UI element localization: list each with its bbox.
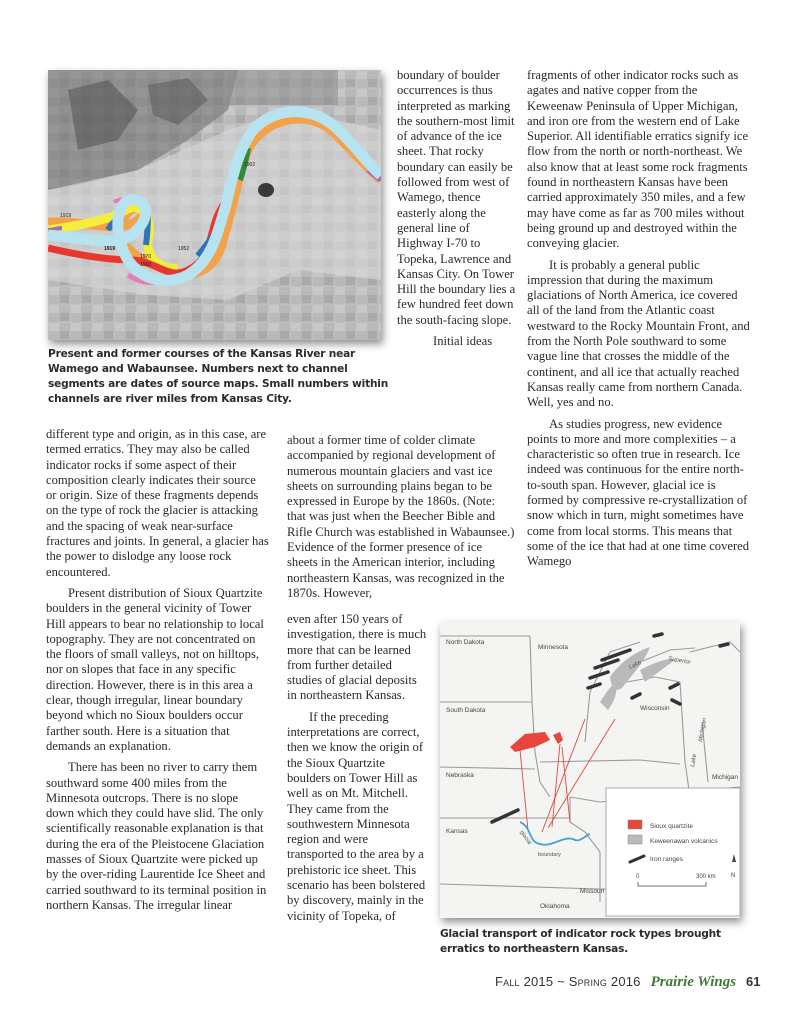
legend-label-sioux-quartzite: Sioux quartzite bbox=[650, 823, 693, 830]
paragraph: about a former time of colder climate accompanied by regional development of numerous mountain glaciers and vast ice sheets on surrounding plains began to be expressed in Europe by the 1860s. (Note: that was just when the Beecher Bible and Rifle Church was established in Wabaunsee.) Evidence of the former presence of ice sheets in the American interior, including northeastern Kansas, was recognized in the 1870s. However, bbox=[287, 433, 515, 600]
legend-label-iron-ranges: Iron ranges bbox=[650, 856, 683, 863]
legend-label-keweenawan-volcanics: Keweenawan volcanics bbox=[650, 838, 718, 845]
lake-label-michigan: Michigan bbox=[698, 717, 709, 743]
state-label-kansas: Kansas bbox=[446, 828, 468, 835]
state-label-missouri: Missouri bbox=[580, 888, 605, 895]
column2-top-text bbox=[397, 68, 517, 355]
column2-mid-text bbox=[287, 433, 515, 607]
figure1-caption: Present and former courses of the Kansas River near Wamego and Wabaunsee. Numbers next to channel segments are dates of source maps. Small numbers within channels are river miles from Kansas City. bbox=[48, 348, 389, 405]
state-label-oklahoma: Oklahoma bbox=[540, 903, 570, 910]
paragraph: boundary of boulder occurrences is thus interpreted as marking the southern-most limit of advance of the ice sheet. That rocky boundary can easily be followed from west of Wamego, thence easterly along the general line of Highway I-70 to Topeka, Lawrence and Kansas City. On Tower Hill the boundary lies a few hundred feet down the south-facing slope. bbox=[397, 68, 516, 327]
paragraph: even after 150 years of investigation, there is much more that can be learned from further detailed studies of glacial deposits in northeastern Kansas. bbox=[287, 612, 427, 703]
page-number: 61 bbox=[746, 974, 761, 989]
paragraph: fragments of other indicator rocks such as agates and native copper from the Keweenaw Peninsula of Upper Michigan, and iron ore from the western end of Lake Superior. All identifiable erratics signify ice flow from the north or north-northeast. We also know that at least some rock fragments found in northeastern Kansas have been carried approximately 350 miles, and a few may have come as far as 700 miles without being ground up and destroyed within the conveying glacier. bbox=[527, 68, 749, 251]
map-label-1960: 1960 bbox=[140, 262, 152, 268]
paragraph: Present distribution of Sioux Quartzite boulders in the general vicinity of Tower Hill appears to bear no relationship to local topography. They are not concentrated on the floors of small valleys, not on hilltops, nor on slopes that face in any specific direction. However, there is in this area a clear, though irregular, linear boundary beyond which no Sioux boulders occur farther south. Here is a situation that demands an explanation. bbox=[46, 585, 264, 753]
boundary-label-glacial: glacial bbox=[518, 829, 533, 846]
river-map-figure bbox=[48, 70, 381, 340]
paragraph: It is probably a general public impression that during the maximum glaciations of North America, ice covered all of the land from the Atlantic coast westward to the Rocky Mountain Front, and from the North Pole southward to some vague line that crosses the middle of the continent, and all ice that actually reached Kansas really came from northern Canada. Well, yes and no. bbox=[527, 257, 750, 410]
map-label-1902: 1902 bbox=[244, 162, 256, 168]
state-label-minnesota: Minnesota bbox=[538, 644, 568, 651]
map-label-1970: 1970 bbox=[140, 254, 152, 260]
issue-season: Fall 2015 ~ Spring 2016 bbox=[495, 974, 641, 989]
state-label-wisconsin: Wisconsin bbox=[640, 705, 670, 712]
figure2-caption: Glacial transport of indicator rock types brought erratics to northeastern Kansas. bbox=[440, 928, 721, 955]
legend-swatch-sioux-quartzite bbox=[628, 820, 642, 829]
map-label-1919b: 1919 bbox=[104, 246, 116, 252]
glacial-transport-map-figure bbox=[440, 622, 740, 918]
map-label-1952: 1952 bbox=[178, 246, 190, 252]
paragraph: As studies progress, new evidence points to more and more complexities – a characteristic so often true in research. Ice indeed was continuous for the entire north-to-south span. However, glacial ice is formed by compressive re-crystallization of snow which in turn, might sometimes have come from local storms. This means that some of the ice that had at one time covered Wamego bbox=[527, 416, 750, 569]
column1-text bbox=[46, 427, 269, 919]
column2-bottom-text bbox=[287, 612, 427, 930]
scale-end: 300 km bbox=[696, 874, 716, 880]
lake-label-superior: Superior bbox=[667, 656, 692, 666]
state-label-michigan: Michigan bbox=[712, 774, 739, 781]
paragraph: There has been no river to carry them southward some 400 miles from the Minnesota outcrops. There is no slope down which they could have slid. The only scientifically reasonable explanation is that during the era of the Pleistocene Glaciation masses of Sioux Quartzite were picked up by the over-riding Laurentide Ice Sheet and carried southward to its terminal position in northern Kansas. The irregular linear bbox=[46, 760, 267, 912]
glacial-transport-map bbox=[440, 622, 740, 918]
river-course-map bbox=[48, 70, 381, 340]
magazine-name: Prairie Wings bbox=[650, 974, 737, 990]
scale-start: 0 bbox=[636, 874, 640, 880]
state-label-north-dakota: North Dakota bbox=[446, 639, 485, 646]
map-legend bbox=[606, 788, 740, 916]
paragraph: If the preceding interpretations are correct, then we know the origin of the Sioux Quartzite boulders on Tower Hill as well as on Mt. Mitchell. They came from the southwestern Minnesota region and were transported to the area by a prehistoric ice sheet. This scenario has been bolstered by discovery, mainly in the vicinity of Topeka, of bbox=[287, 709, 426, 923]
column3-text bbox=[527, 68, 752, 576]
lake-label-lake2: Lake bbox=[690, 753, 699, 768]
paragraph: Initial ideas bbox=[433, 334, 493, 349]
boundary-label-boundary: boundary bbox=[538, 852, 561, 858]
north-label: N bbox=[731, 873, 736, 879]
map-label-1919a: 1919 bbox=[60, 213, 72, 219]
state-label-nebraska: Nebraska bbox=[446, 772, 474, 779]
paragraph: different type and origin, as in this case, are termed erratics. They may also be called indicator rocks if some aspect of their composition clearly indicates their source or origin. Size of these fragments depends on the type of rock the glacier is attacking and the spacing of weak near-surface fractures and joints. In general, a glacier has the power to dislodge any loose rock encountered. bbox=[46, 427, 269, 579]
state-label-south-dakota: South Dakota bbox=[446, 707, 486, 714]
lake-label-lake: Lake bbox=[628, 659, 643, 671]
legend-swatch-keweenawan-volcanics bbox=[628, 835, 642, 844]
page-footer bbox=[495, 974, 775, 991]
